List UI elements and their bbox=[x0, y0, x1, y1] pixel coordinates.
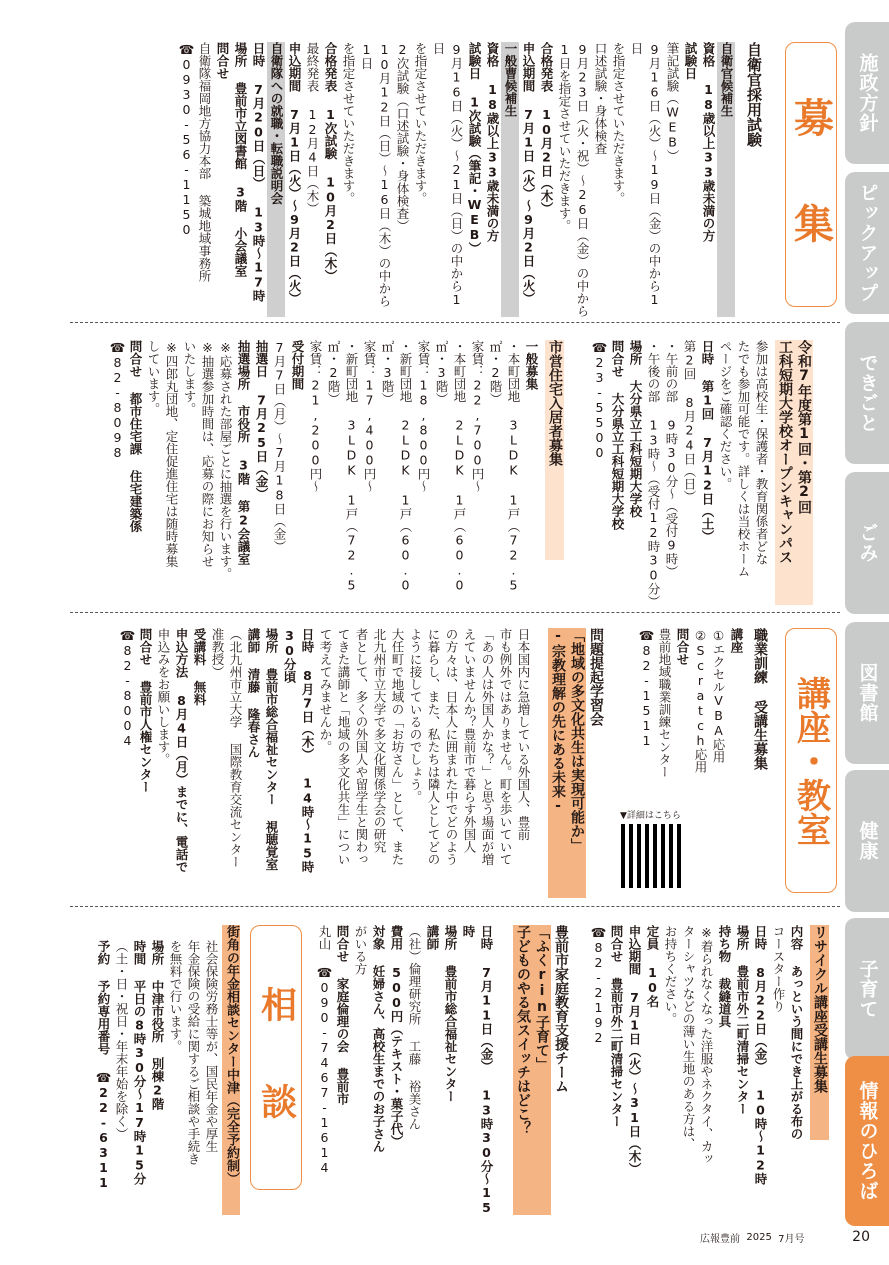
text-line: ☎82-8098 bbox=[110, 340, 125, 460]
text-line: 日時 7月11日（金） 13時30分～15時 bbox=[461, 925, 494, 1215]
recycle-body bbox=[575, 925, 805, 1215]
text-line: たでも参加可能です。詳しくは当校ホーム bbox=[736, 340, 751, 578]
text-line: ターシャツなどの薄い生地のある方は、 bbox=[681, 925, 696, 1150]
divider bbox=[70, 322, 840, 323]
text-line: がいる方 bbox=[353, 925, 368, 975]
text-line: 申込期間 7月1日（火）～9月2日（火） bbox=[287, 42, 302, 305]
text-line: 9月23日（火・祝）～26日（金）の中から bbox=[575, 42, 590, 317]
text-line: コースター作り bbox=[771, 925, 786, 1013]
katei-title bbox=[495, 925, 570, 1215]
text-line: 予約 予約専用番号 ☎22-6311 bbox=[96, 940, 111, 1190]
section-title-sodan: 相 談 bbox=[250, 925, 302, 1190]
text-line: 申込期間 7月1日（火）～31日（木） bbox=[627, 925, 642, 1175]
text-line: 講師 bbox=[425, 925, 440, 950]
text-line: えていませんか？豊前市で暮らす外国人 bbox=[462, 628, 477, 853]
text-line: お持ちください。 bbox=[663, 925, 678, 1025]
text-line: （北九州市立大学 国際教育交流センター bbox=[228, 628, 243, 868]
text-line: ※応募された部屋ごとに抽選を行います。 bbox=[218, 340, 233, 580]
text-line: ☎82-8004 bbox=[120, 628, 135, 748]
text-line: 時間 平日の8時30分～17時15分 bbox=[132, 940, 147, 1185]
text-line: （土・日・祝日・年末年始を除く） bbox=[114, 940, 129, 1140]
shokugyo-title: 職業訓練 受講生募集 bbox=[752, 628, 768, 770]
jieikan-title: 自衛官採用試験 bbox=[745, 42, 763, 147]
shokugyo-body bbox=[615, 628, 745, 808]
text-line: を指定させていただきます。 bbox=[341, 42, 356, 205]
text-line: 日時 8月7日（木） 14時～15時30分頃 bbox=[282, 628, 315, 873]
text-line: 合格発表 10月2日（木） bbox=[539, 42, 554, 215]
text-line: 講座 bbox=[729, 628, 744, 653]
text-line: 一般募集 bbox=[524, 340, 539, 390]
nenkin-title: 街角の年金相談センター中津（完全予約制） bbox=[222, 925, 240, 1215]
text-line: ②Scratch応用 bbox=[693, 628, 708, 773]
text-line: 申込みをお願いします。 bbox=[156, 628, 171, 766]
text-line: 申込期間 7月1日（火）～9月2日（火） bbox=[521, 42, 536, 305]
text-line: 問合せ 豊前市人権センター bbox=[138, 628, 153, 793]
text-line: 一般曹候補生 bbox=[501, 42, 519, 317]
text-line: を無料で行います。 bbox=[168, 940, 183, 1053]
text-line: ・本町団地 3LDK 1戸（72.5㎡・2階） bbox=[488, 340, 521, 593]
katei-body bbox=[305, 925, 495, 1215]
text-line: 子どものやる気スイッチはどこ？ bbox=[513, 925, 532, 1215]
text-line: ・午前の部 9時30分～（受付9時） bbox=[664, 340, 679, 578]
opencampus-body bbox=[580, 340, 770, 608]
text-line: 講師 清藤 隆春さん bbox=[246, 628, 261, 758]
text-line: 抽選場所 市役所 3階 第2会議室 bbox=[236, 340, 251, 565]
footer-publication: 広報豊前 bbox=[700, 1233, 740, 1245]
text-line: 定員 10名 bbox=[645, 925, 660, 1008]
text-line: 「地域の多文化共生は実現可能か」 bbox=[567, 628, 586, 898]
section-title-boshu: 募 集 bbox=[785, 42, 837, 307]
section-title-koza: 講座・教室 bbox=[785, 628, 837, 893]
text-line: 場所 大分県立工科短期大学校 bbox=[628, 340, 643, 518]
text-line: 豊前地域職業訓練センター bbox=[657, 628, 672, 778]
text-line: 2次試験（口述試験・身体検査） bbox=[395, 42, 410, 232]
text-line: 受講料 無料 bbox=[192, 628, 207, 706]
text-line: 対象 妊婦さん、高校生までのお子さん bbox=[371, 925, 386, 1153]
text-line: 試験日 1次試験（筆記・WEB） bbox=[467, 42, 482, 255]
text-line: 自衛隊への就職・転職説明会 bbox=[267, 42, 285, 317]
jieikan-body bbox=[140, 42, 735, 317]
tab-pickup[interactable]: ピックアップ bbox=[845, 172, 889, 314]
text-line: 問合せ 都市住宅課 住宅建築係 bbox=[128, 340, 143, 533]
text-line: ※着られなくなった洋服やネクタイ、カッ bbox=[699, 925, 714, 1165]
tab-gomi[interactable]: ごみ bbox=[845, 472, 889, 614]
text-line: 場所 豊前市総合福祉センター bbox=[443, 925, 458, 1103]
tab-library[interactable]: 図書館 bbox=[845, 622, 889, 764]
qr-code[interactable] bbox=[621, 824, 685, 888]
text-line: 場所 豊前市総合福祉センター 視聴覚室 bbox=[264, 628, 279, 871]
text-line: 日時 7月20日（日） 13時～17時 bbox=[251, 42, 266, 302]
tab-info[interactable]: 情報のひろば bbox=[845, 1056, 889, 1226]
text-line: 筆記試験（WEB） bbox=[665, 42, 680, 162]
shiei-body bbox=[110, 340, 540, 605]
text-line: ・本町団地 2LDK 1戸（60.0㎡・3階） bbox=[434, 340, 467, 593]
text-line: ①エクセルVBA応用 bbox=[711, 628, 726, 763]
text-line: 10月12日（日）～16日（木）の中から1日 bbox=[359, 42, 392, 307]
qr-label: ▼詳細はこちら bbox=[620, 811, 681, 821]
text-line: 丸山 ☎090-7467-1614 bbox=[317, 925, 332, 1175]
tab-kosodate[interactable]: 子育て bbox=[845, 918, 889, 1060]
text-line: ☎82-2192 bbox=[591, 925, 606, 1045]
text-line: 問合せ 家庭倫理の会 豊前市 bbox=[335, 925, 350, 1105]
text-line: 問合せ 豊前市外二町清掃センター bbox=[609, 925, 624, 1128]
text-line: 日本国内に急増している外国人、豊前 bbox=[516, 628, 531, 841]
text-line: 9月16日（火）～19日（金）の中から1日 bbox=[629, 42, 662, 307]
text-line: 試験日 bbox=[683, 42, 698, 80]
text-line: ・新町団地 3LDK 1戸（72.5㎡・2階） bbox=[326, 340, 359, 593]
text-line: を指定させていただきます。 bbox=[413, 42, 428, 205]
text-line: 受付期間 bbox=[290, 340, 305, 390]
text-line: 家賃：21,200円～ bbox=[308, 340, 323, 493]
text-line: 申込方法 8月4日（月）までに、電話で bbox=[174, 628, 189, 873]
text-line: ※抽選参加時間は、応募の際にお知らせ bbox=[200, 340, 215, 568]
tab-shisei[interactable]: 施政方針 bbox=[845, 22, 889, 164]
text-line: 場所 豊前市立図書館 3階 小会議室 bbox=[233, 42, 248, 277]
text-line: 資格 18歳以上33歳未満の方 bbox=[701, 42, 716, 242]
text-line: ☎0930-56-1150 bbox=[179, 42, 194, 237]
text-line: 家賃：22,700円～ bbox=[470, 340, 485, 493]
text-line: 准教授） bbox=[210, 628, 225, 678]
text-line: ※四郎丸団地、定住促進住宅は随時募集 bbox=[164, 340, 179, 568]
text-line: ように接しているのでしょう。 bbox=[408, 628, 423, 803]
text-line: 大任町で地域の「お坊さん」として、また bbox=[390, 628, 405, 866]
tab-health[interactable]: 健康 bbox=[845, 770, 889, 912]
text-line: 社会保険労務士等が、国民年金や厚生 bbox=[204, 940, 219, 1153]
mondai-body bbox=[92, 628, 532, 898]
text-line: 問題提起学習会 bbox=[588, 628, 604, 726]
text-line: ページをご確認ください。 bbox=[718, 340, 733, 490]
text-line: ・新町団地 2LDK 1戸（60.0㎡・3階） bbox=[380, 340, 413, 593]
text-line: 北九州市立大学で多文化関係学会の研究 bbox=[372, 628, 387, 853]
tab-dekigoto[interactable]: できごと bbox=[845, 322, 889, 464]
text-line: の方々は、日本人に囲まれた中でどのよう bbox=[444, 628, 459, 866]
text-line: 場所 豊前市外二町清掃センター bbox=[735, 925, 750, 1115]
text-line: 9月16日（火）～21日（日）の中から1日 bbox=[431, 42, 464, 307]
text-line: 日時 第1回 7月12日（土） bbox=[700, 340, 715, 543]
recycle-title: リサイクル講座受講生募集 bbox=[810, 925, 829, 1140]
text-line: 抽選日 7月25日（金） bbox=[254, 340, 269, 500]
text-line: 豊前市家庭教育支援チーム bbox=[553, 925, 569, 1093]
text-line: 第2回 8月24日（日） bbox=[682, 340, 697, 503]
text-line: てきた講師と「地域の多文化共生」につい bbox=[336, 628, 351, 866]
text-line: 資格 18歳以上33歳未満の方 bbox=[485, 42, 500, 242]
divider bbox=[70, 906, 840, 907]
page-number: 20 bbox=[852, 1229, 870, 1245]
text-line: 7月7日（月）～7月18日（金） bbox=[272, 340, 287, 553]
text-line: 最終発表 12月4日（木） bbox=[305, 42, 320, 215]
text-line: しています。 bbox=[146, 340, 161, 415]
text-line: 日時 8月22日（金） 10時～12時 bbox=[753, 925, 768, 1185]
footer-month: 7月号 bbox=[778, 1233, 805, 1245]
text-line: いたします。 bbox=[182, 340, 197, 415]
text-line: 家賃：17,400円～ bbox=[362, 340, 377, 493]
footer bbox=[700, 1226, 870, 1248]
text-line: 口述試験・身体検査 bbox=[593, 42, 608, 155]
text-line: ☎23-5500 bbox=[592, 340, 607, 460]
text-line: 令和7年度第1回・第2回 bbox=[796, 340, 812, 514]
text-line: 場所 中津市役所 別棟2階 bbox=[150, 940, 165, 1110]
text-line: 家賃：18,800円～ bbox=[416, 340, 431, 493]
text-line: 参加は高校生・保護者・教育関係者どな bbox=[754, 340, 769, 565]
text-line: 「あの人は外国人かな？」と思う場面が増 bbox=[480, 628, 495, 866]
opencampus-title bbox=[775, 340, 813, 605]
divider bbox=[70, 612, 840, 613]
text-line: ・午後の部 13時～（受付12時30分） bbox=[646, 340, 661, 608]
text-line: 内容 あっという間にでき上がる布の bbox=[789, 925, 804, 1140]
text-line: 合格発表 1次試験 10月2日（木） bbox=[323, 42, 338, 282]
text-line: 持ち物 裁縫道具 bbox=[717, 925, 732, 1028]
text-line: 年金保険の受給に関するご相談や手続き bbox=[186, 940, 201, 1165]
text-line: 自衛官候補生 bbox=[717, 42, 735, 317]
text-line: 市も例外ではありません。町を歩いていて bbox=[498, 628, 513, 866]
mondai-title bbox=[535, 628, 605, 898]
text-line: 費用 500円（テキスト・菓子代） bbox=[389, 925, 404, 1148]
footer-year: 2025 bbox=[746, 1231, 772, 1243]
nenkin-body bbox=[70, 940, 220, 1215]
text-line: を指定させていただきます。 bbox=[611, 42, 626, 205]
text-line: （社）倫理研究所 工藤 裕美さん bbox=[407, 925, 422, 1130]
text-line: 自衛隊福岡地方協力本部 築城地域事務所 bbox=[197, 42, 212, 282]
text-line: 1日を指定させていただきます。 bbox=[557, 42, 572, 232]
text-line: 者として、多くの外国人や留学生と関わっ bbox=[354, 628, 369, 866]
shiei-title: 市営住宅入居者募集 bbox=[545, 340, 564, 560]
text-line: 問合せ bbox=[675, 628, 690, 666]
text-line: て考えてみませんか。 bbox=[318, 628, 333, 753]
text-line: 問合せ 大分県立工科短期大学校 bbox=[610, 340, 625, 530]
text-line: 問合せ bbox=[215, 42, 230, 80]
text-line: ☎82-1511 bbox=[639, 628, 654, 748]
text-line: に暮らし、また、私たちは隣人としてどの bbox=[426, 628, 441, 866]
text-line: -宗教理解の先にある未来- bbox=[548, 628, 567, 898]
text-line: 「ふくrin子育て」 bbox=[532, 925, 551, 1215]
text-line: 工科短期大学校オープンキャンパス bbox=[777, 340, 793, 564]
